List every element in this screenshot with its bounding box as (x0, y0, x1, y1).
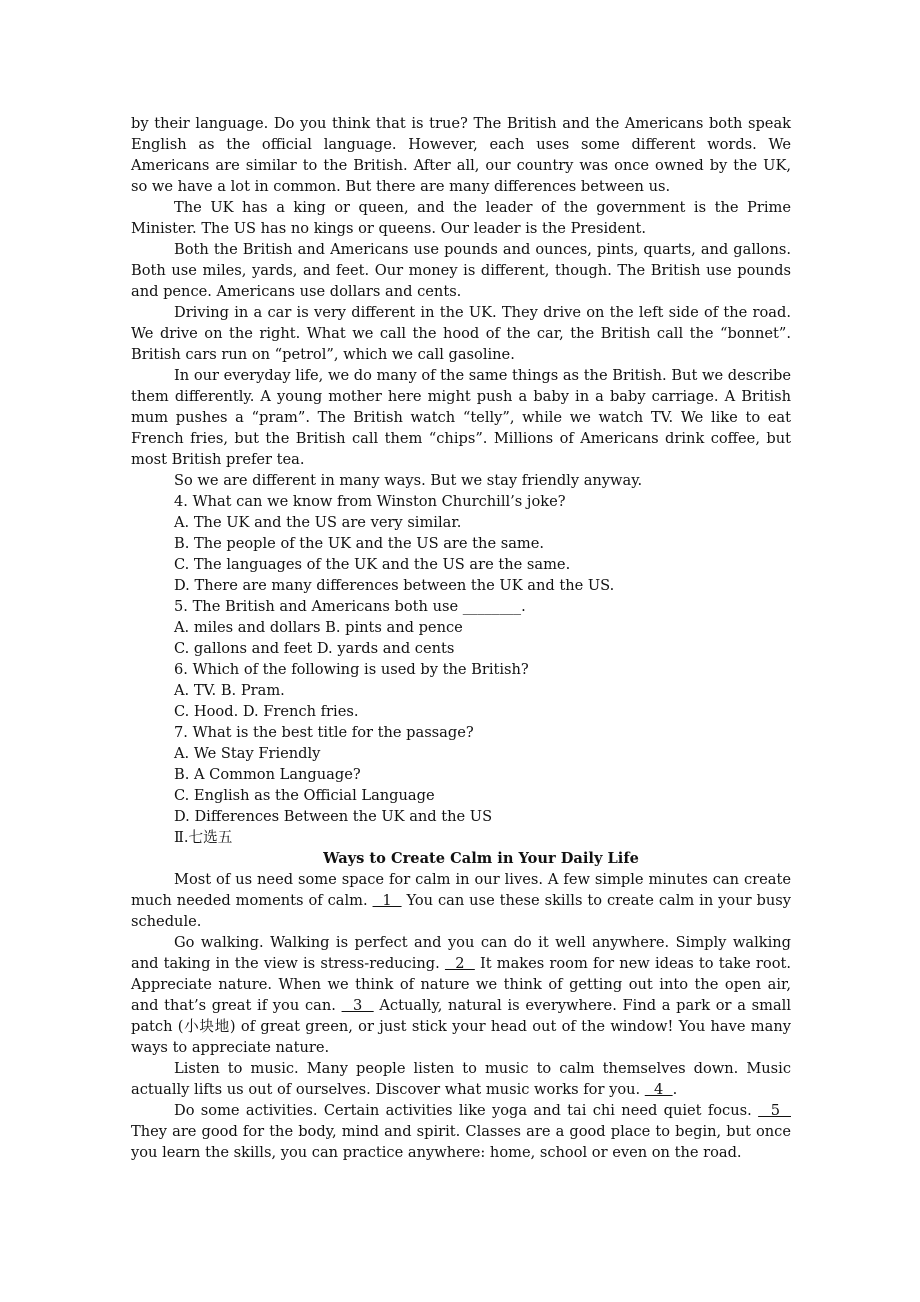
option-line: B. The people of the UK and the US are the same. (174, 535, 545, 552)
question-4: 4. What can we know from Winston Churchill’s joke? (174, 493, 566, 510)
passage-paragraph: So we are different in many ways. But we stay friendly anyway. (174, 472, 643, 489)
cloze-text: Actually, natural is everywhere. Find a park or a small patch (小块地) of great green, or just stick your head out of the window! You have many ways to appreciate nature. (131, 997, 791, 1056)
passage-paragraph: Both the British and Americans use pounds and ounces, pints, quarts, and gallons. Both use miles, yards, and feet. Our money is different, though. The British use pounds and pence. Americans use dollars and cents. (131, 241, 791, 300)
cloze-paragraph (131, 932, 791, 1058)
blank-1: 1 (372, 892, 402, 909)
option-line: C. gallons and feet D. yards and cents (174, 640, 455, 657)
cloze-text: Go walking. Walking is perfect and you can do it well anywhere. Simply walking and taking in the view is stress-reducing. (131, 934, 791, 972)
cloze-text: Do some activities. Certain activities like yoga and tai chi need quiet focus. (174, 1102, 759, 1119)
cloze-text: Listen to music. Many people listen to music to calm themselves down. Music actually lifts us out of ourselves. Discover what music works for you. (131, 1060, 791, 1098)
cloze-text: You can use these skills to create calm in your busy schedule. (131, 892, 791, 930)
option-line: A. The UK and the US are very similar. (174, 514, 462, 531)
passage-paragraph: by their language. Do you think that is true? The British and the Americans both speak English as the official language. However, each uses some different words. We Americans are similar to the British. After all, our country was once owned by the UK, so we have a lot in common. But there are many differences between us. (131, 115, 791, 195)
option-line: A. miles and dollars B. pints and pence (174, 619, 463, 636)
section-heading: Ⅱ.七选五 (174, 829, 233, 846)
passage-paragraph: In our everyday life, we do many of the same things as the British. But we describe them differently. A young mother here might push a baby in a baby carriage. A British mum pushes a “pram”. The British watch “telly”, while we watch TV. We like to eat French fries, but the British call them “chips”. Millions of Americans drink coffee, but most British prefer tea. (131, 367, 791, 468)
cloze-text: . (672, 1081, 678, 1098)
blank-2: 2 (444, 955, 475, 972)
option-line: D. Differences Between the UK and the US (174, 808, 493, 825)
cloze-paragraph (131, 869, 791, 932)
option-line: A. We Stay Friendly (174, 745, 321, 762)
option-line: C. The languages of the UK and the US are the same. (174, 556, 571, 573)
passage-title: Ways to Create Calm in Your Daily Life (323, 850, 639, 867)
document-page (131, 113, 791, 1163)
option-line: C. English as the Official Language (174, 787, 435, 804)
blank-5: 5 (758, 1102, 791, 1119)
cloze-paragraph (131, 1100, 791, 1163)
option-line: B. A Common Language? (174, 766, 361, 783)
question-5: 5. The British and Americans both use ________. (174, 598, 526, 615)
passage-paragraph: The UK has a king or queen, and the leader of the government is the Prime Minister. The US has no kings or queens. Our leader is the President. (131, 199, 791, 237)
blank-4: 4 (644, 1081, 673, 1098)
cloze-text: They are good for the body, mind and spirit. Classes are a good place to begin, but once you learn the skills, you can practice anywhere: home, school or even on the road. (131, 1123, 791, 1161)
cloze-text: It makes room for new ideas to take root. Appreciate nature. When we think of nature we think of getting out into the open air, and that’s great if you can. (131, 955, 791, 1014)
cloze-paragraph (131, 1058, 791, 1100)
blank-3: 3 (341, 997, 374, 1014)
question-7: 7. What is the best title for the passage? (174, 724, 474, 741)
question-6: 6. Which of the following is used by the British? (174, 661, 529, 678)
option-line: D. There are many differences between the UK and the US. (174, 577, 615, 594)
option-line: A. TV. B. Pram. (174, 682, 285, 699)
option-line: C. Hood. D. French fries. (174, 703, 359, 720)
cloze-text: Most of us need some space for calm in our lives. A few simple minutes can create much needed moments of calm. (131, 871, 791, 909)
passage-paragraph: Driving in a car is very different in the UK. They drive on the left side of the road. We drive on the right. What we call the hood of the car, the British call the “bonnet”. British cars run on “petrol”, which we call gasoline. (131, 304, 791, 363)
